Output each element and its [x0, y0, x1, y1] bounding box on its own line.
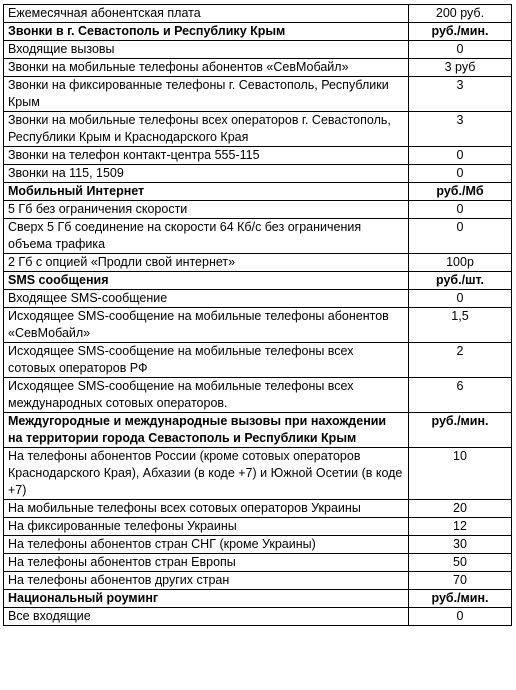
price-value: 10 — [409, 448, 512, 500]
price-value: 3 руб — [409, 59, 512, 77]
table-row — [4, 77, 512, 112]
price-value: 20 — [409, 500, 512, 518]
service-label: Звонки на телефон контакт-центра 555-115 — [4, 147, 409, 165]
price-value: 200 руб. — [409, 5, 512, 23]
service-label: Звонки на мобильные телефоны всех операторов г. Севастополь, Республики Крым и Краснодарского Края — [4, 112, 409, 147]
table-row — [4, 500, 512, 518]
price-value: 70 — [409, 572, 512, 590]
table-row — [4, 41, 512, 59]
table-row — [4, 201, 512, 219]
section-header-row — [4, 590, 512, 608]
service-label: На фиксированные телефоны Украины — [4, 518, 409, 536]
table-row — [4, 448, 512, 500]
price-value: 0 — [409, 608, 512, 626]
table-row — [4, 290, 512, 308]
service-label: Исходящее SMS-сообщение на мобильные телефоны всех сотовых операторов РФ — [4, 343, 409, 378]
section-header-row — [4, 183, 512, 201]
price-value: 50 — [409, 554, 512, 572]
section-unit: руб./мин. — [409, 23, 512, 41]
service-label: Все входящие — [4, 608, 409, 626]
table-row — [4, 219, 512, 254]
section-unit: руб./мин. — [409, 413, 512, 448]
table-row — [4, 147, 512, 165]
price-value: 0 — [409, 165, 512, 183]
section-unit: руб./мин. — [409, 590, 512, 608]
table-row — [4, 536, 512, 554]
table-row — [4, 554, 512, 572]
table-row — [4, 165, 512, 183]
price-value: 0 — [409, 147, 512, 165]
section-title: Мобильный Интернет — [4, 183, 409, 201]
service-label: Входящее SMS-сообщение — [4, 290, 409, 308]
section-unit: руб./шт. — [409, 272, 512, 290]
service-label: Звонки на 115, 1509 — [4, 165, 409, 183]
service-label: На телефоны абонентов других стран — [4, 572, 409, 590]
table-row — [4, 254, 512, 272]
price-value: 3 — [409, 112, 512, 147]
service-label: Сверх 5 Гб соединение на скорости 64 Кб/с без ограничения объема трафика — [4, 219, 409, 254]
price-value: 6 — [409, 378, 512, 413]
service-label: На телефоны абонентов стран Европы — [4, 554, 409, 572]
price-value: 3 — [409, 77, 512, 112]
price-value: 2 — [409, 343, 512, 378]
service-label: Звонки на мобильные телефоны абонентов «СевМобайл» — [4, 59, 409, 77]
table-row — [4, 59, 512, 77]
price-value: 0 — [409, 41, 512, 59]
section-title: SMS сообщения — [4, 272, 409, 290]
table-row — [4, 378, 512, 413]
section-header-row — [4, 272, 512, 290]
service-label: 5 Гб без ограничения скорости — [4, 201, 409, 219]
service-label: Исходящее SMS-сообщение на мобильные телефоны абонентов «СевМобайл» — [4, 308, 409, 343]
table-row — [4, 308, 512, 343]
service-label: Звонки на фиксированные телефоны г. Севастополь, Республики Крым — [4, 77, 409, 112]
table-row — [4, 518, 512, 536]
section-unit: руб./Мб — [409, 183, 512, 201]
service-label: На телефоны абонентов России (кроме сотовых операторов Краснодарского Края), Абхазии (в коде +7) и Южной Осетии (в коде +7) — [4, 448, 409, 500]
tariff-table-body — [4, 5, 512, 626]
section-header-row — [4, 413, 512, 448]
price-value: 0 — [409, 219, 512, 254]
tariff-table — [3, 4, 512, 626]
service-label: На телефоны абонентов стран СНГ (кроме Украины) — [4, 536, 409, 554]
section-header-row — [4, 23, 512, 41]
price-value: 30 — [409, 536, 512, 554]
table-row — [4, 5, 512, 23]
section-title: Междугородные и международные вызовы при нахождении на территории города Севастополь и Республики Крым — [4, 413, 409, 448]
section-title: Звонки в г. Севастополь и Республику Крым — [4, 23, 409, 41]
table-row — [4, 343, 512, 378]
service-label: Ежемесячная абонентская плата — [4, 5, 409, 23]
price-value: 0 — [409, 201, 512, 219]
price-value: 0 — [409, 290, 512, 308]
service-label: На мобильные телефоны всех сотовых операторов Украины — [4, 500, 409, 518]
section-title: Национальный роуминг — [4, 590, 409, 608]
table-row — [4, 112, 512, 147]
table-row — [4, 572, 512, 590]
service-label: Исходящее SMS-сообщение на мобильные телефоны всех международных сотовых операторов. — [4, 378, 409, 413]
price-value: 100р — [409, 254, 512, 272]
service-label: Входящие вызовы — [4, 41, 409, 59]
table-row — [4, 608, 512, 626]
service-label: 2 Гб с опцией «Продли свой интернет» — [4, 254, 409, 272]
price-value: 1,5 — [409, 308, 512, 343]
price-value: 12 — [409, 518, 512, 536]
